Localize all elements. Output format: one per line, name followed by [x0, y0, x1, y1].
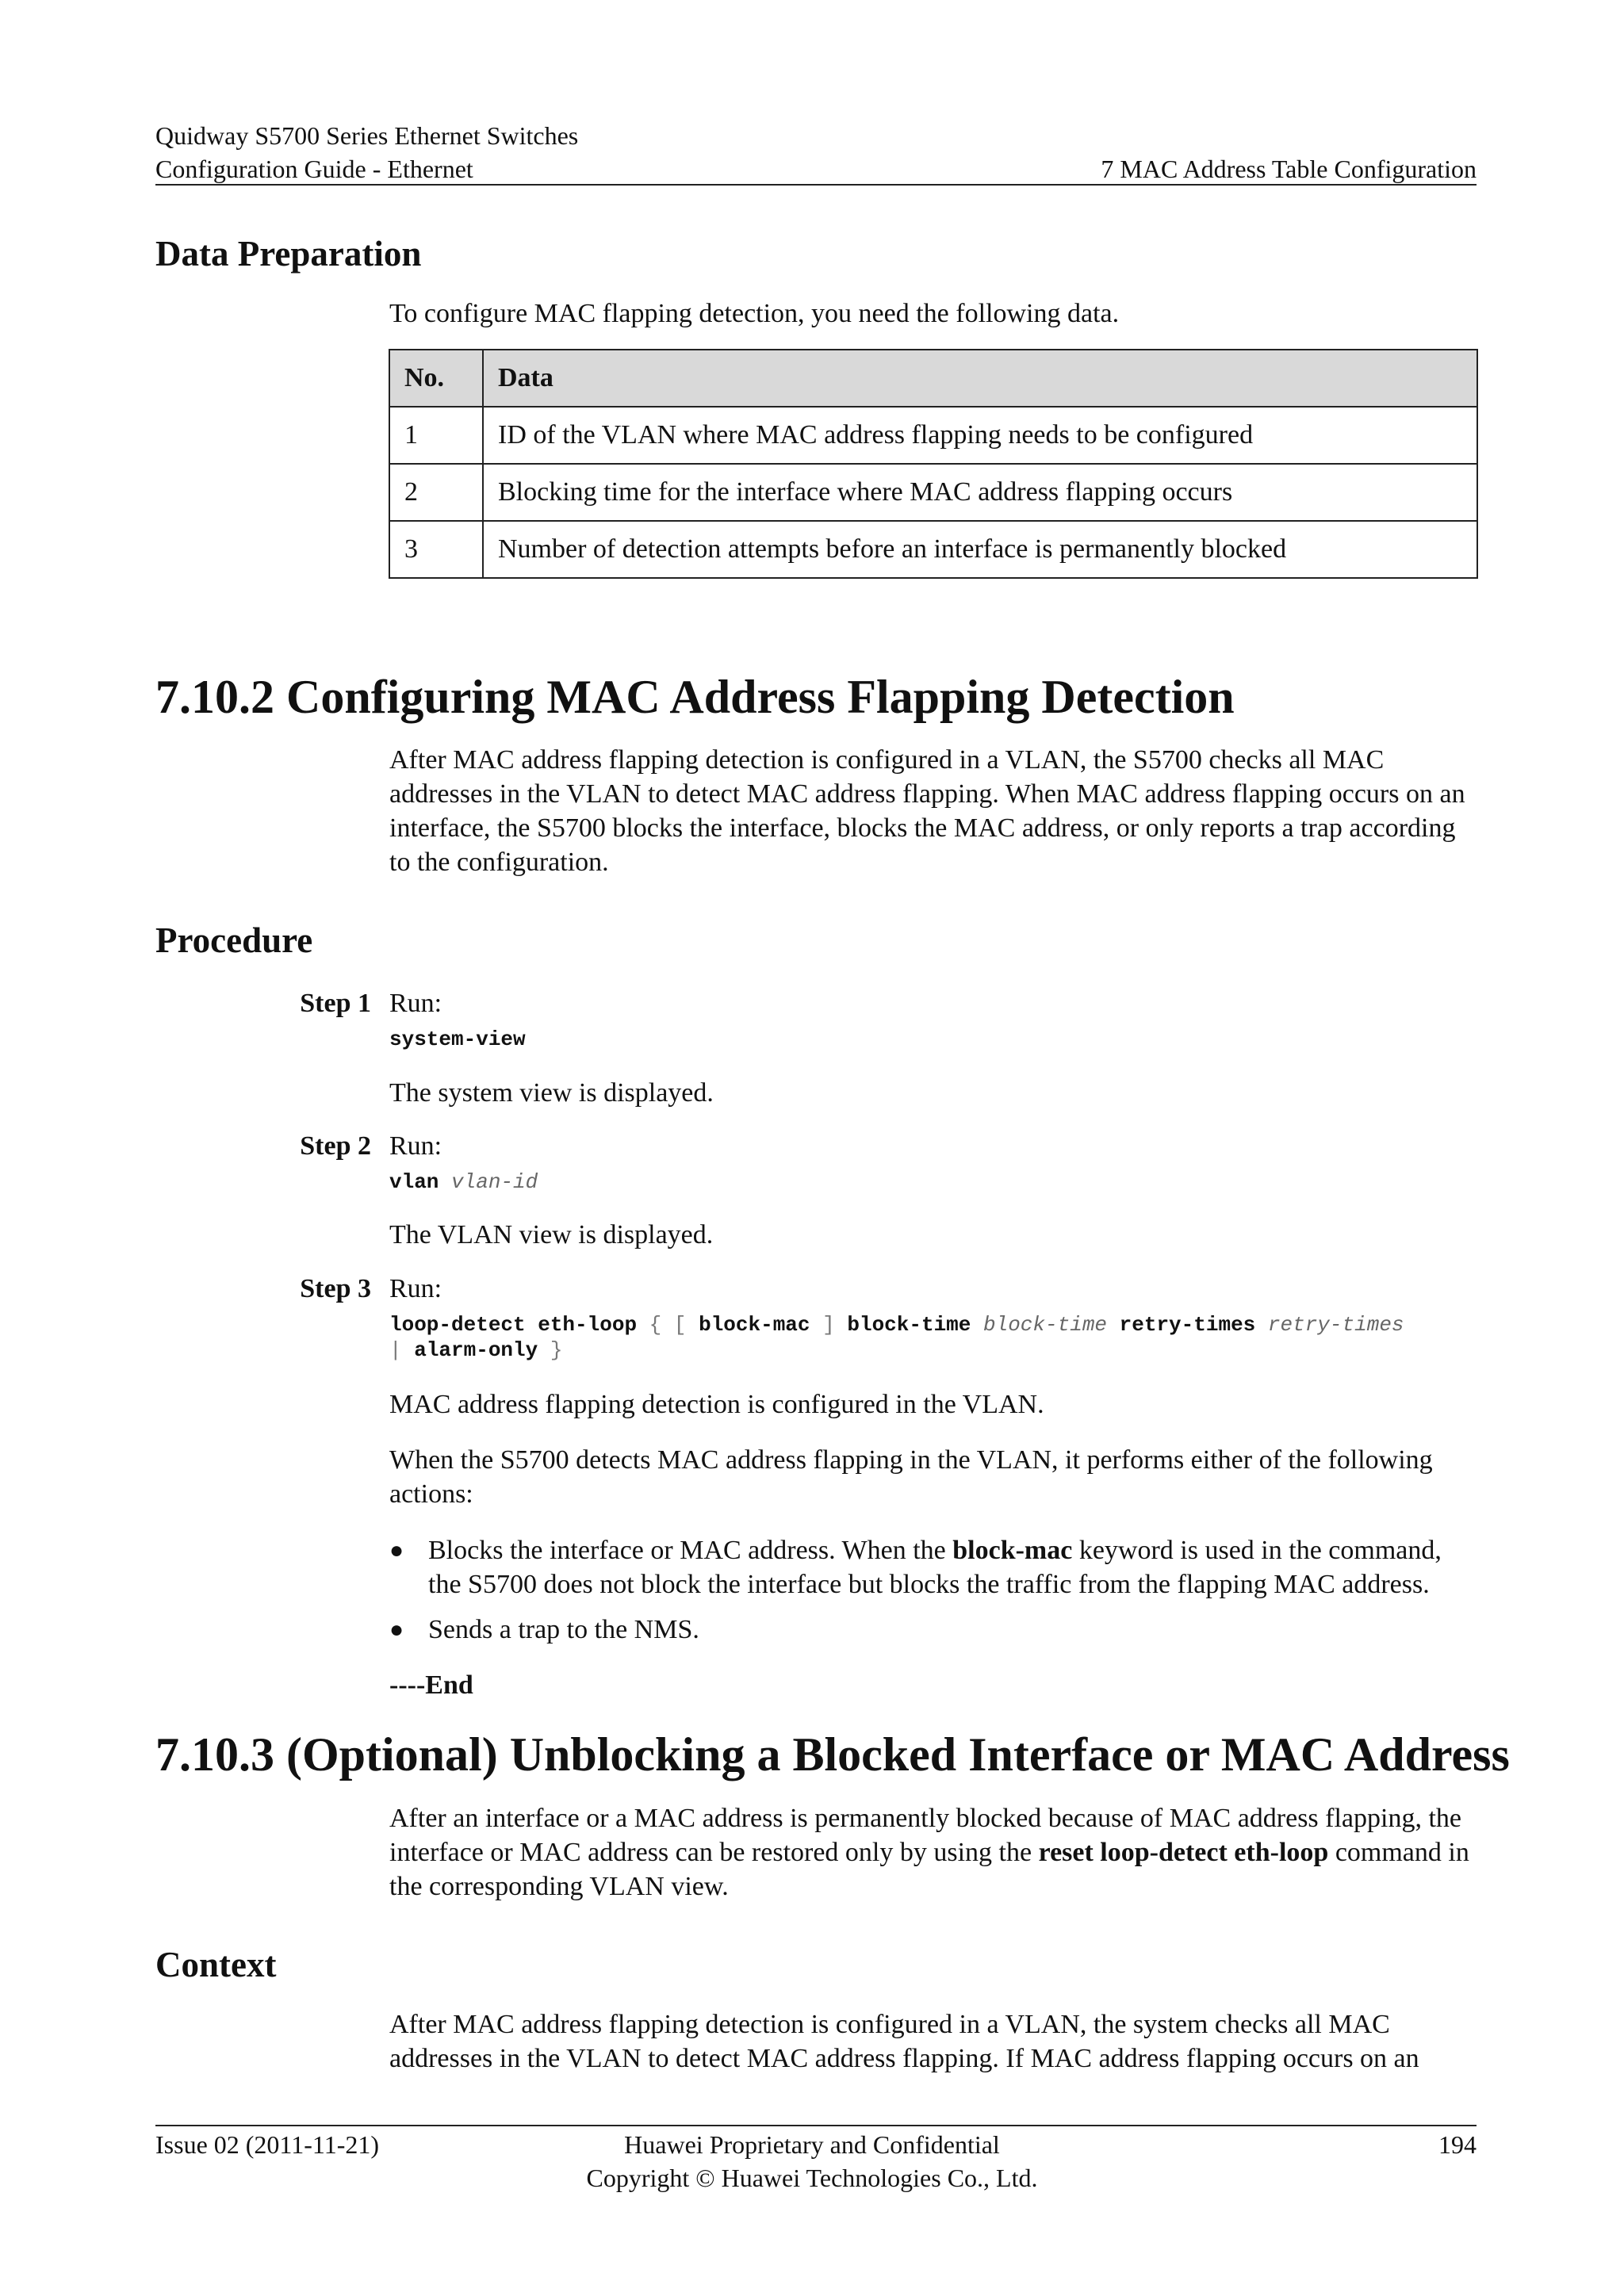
command-argument: vlan-id — [451, 1170, 538, 1194]
section-intro-pre: After an interface or a MAC address is permanently blocked because of MAC address flapping, the interface or MAC address can be restored only by using the — [389, 1804, 1461, 1867]
bullet-text-pre: Blocks the interface or MAC address. When the — [428, 1536, 953, 1565]
context-heading: Context — [155, 1945, 277, 1984]
data-preparation-heading: Data Preparation — [155, 234, 422, 274]
procedure-heading: Procedure — [155, 920, 313, 960]
data-table — [389, 349, 1478, 579]
step-command — [389, 1027, 1477, 1052]
section-intro-post: command in the corresponding VLAN view. — [389, 1838, 1469, 1901]
step-command — [389, 1169, 1477, 1195]
section-intro-7-10-2: After MAC address flapping detection is configured in a VLAN, the S5700 checks all MAC addresses in the VLAN to detect MAC address flapping. When MAC address flapping occurs on an interface, the S5700 blocks the interface, blocks the MAC address, or only reports a trap according to the configuration. — [389, 745, 1465, 877]
step-result: The VLAN view is displayed. — [389, 1220, 714, 1249]
table-header-no: No. — [389, 350, 483, 407]
procedure-end: ----End — [389, 1670, 473, 1700]
footer-divider — [155, 2125, 1477, 2126]
table-cell-no: 1 — [389, 407, 483, 464]
step-label: Step 1 — [300, 989, 371, 1018]
section-title-7-10-2: 7.10.2 Configuring MAC Address Flapping Detection — [155, 671, 1235, 723]
page-header-left — [155, 119, 578, 186]
table-row — [389, 521, 1477, 578]
page-number: 194 — [1438, 2130, 1477, 2159]
command-keyword: vlan — [389, 1170, 439, 1194]
command-keyword: block-mac — [699, 1313, 810, 1337]
bullet-dot-icon: ● — [389, 1537, 404, 1563]
table-header-row — [389, 350, 1477, 407]
data-preparation-intro: To configure MAC flapping detection, you need the following data. — [389, 299, 1120, 328]
step-run: Run: — [389, 989, 442, 1018]
command-keyword: system-view — [389, 1027, 526, 1051]
footer-issue: Issue 02 (2011-11-21) — [155, 2130, 380, 2159]
table-row — [389, 464, 1477, 521]
step-label: Step 3 — [300, 1274, 371, 1303]
command-symbol: { [ — [649, 1313, 687, 1337]
data-table-wrapper — [389, 349, 1478, 579]
header-product: Quidway S5700 Series Ethernet Switches — [155, 121, 579, 150]
step-label: Step 2 — [300, 1131, 371, 1161]
table-cell-no: 3 — [389, 521, 483, 578]
step-command — [389, 1312, 1484, 1363]
command-keyword: loop-detect eth-loop — [389, 1313, 638, 1337]
table-header-data: Data — [483, 350, 1477, 407]
bullet-item: Sends a trap to the NMS. — [428, 1615, 699, 1644]
step-run: Run: — [389, 1131, 442, 1161]
command-argument: block-time — [983, 1313, 1108, 1337]
table-cell-data: Blocking time for the interface where MAC address flapping occurs — [483, 464, 1477, 521]
header-divider — [155, 184, 1477, 186]
table-cell-data: Number of detection attempts before an interface is permanently blocked — [483, 521, 1477, 578]
header-chapter: 7 MAC Address Table Configuration — [1101, 155, 1477, 183]
step-result: The system view is displayed. — [389, 1078, 714, 1108]
command-argument: retry-times — [1267, 1313, 1404, 1337]
command-symbol: | — [389, 1338, 402, 1362]
step-run: Run: — [389, 1274, 442, 1303]
footer-proprietary: Huawei Proprietary and Confidential — [624, 2130, 1000, 2159]
step-result: MAC address flapping detection is configured in the VLAN. — [389, 1390, 1044, 1419]
bullet-text-post: keyword is used in the command, the S5700 does not block the interface but blocks the traffic from the flapping MAC address. — [428, 1536, 1442, 1599]
header-guide: Configuration Guide - Ethernet — [155, 155, 473, 183]
command-keyword: block-time — [847, 1313, 971, 1337]
table-cell-data: ID of the VLAN where MAC address flapping needs to be configured — [483, 407, 1477, 464]
table-row — [389, 407, 1477, 464]
section-title-7-10-3: 7.10.3 (Optional) Unblocking a Blocked Interface or MAC Address — [155, 1728, 1510, 1781]
command-keyword: retry-times — [1119, 1313, 1256, 1337]
footer-center — [0, 2128, 1624, 2195]
footer-copyright: Copyright © Huawei Technologies Co., Ltd. — [586, 2164, 1038, 2192]
table-cell-no: 2 — [389, 464, 483, 521]
section-intro-7-10-3 — [389, 1801, 1477, 1904]
command-keyword: reset loop-detect eth-loop — [1038, 1838, 1329, 1867]
bullet-item — [428, 1533, 1479, 1601]
command-symbol: } — [550, 1338, 563, 1362]
command-keyword: alarm-only — [414, 1338, 538, 1362]
actions-intro: When the S5700 detects MAC address flapping in the VLAN, it performs either of the following actions: — [389, 1445, 1433, 1509]
bullet-keyword: block-mac — [952, 1536, 1073, 1565]
context-text: After MAC address flapping detection is configured in a VLAN, the system checks all MAC addresses in the VLAN to detect MAC address flapping. If MAC address flapping occurs on an — [389, 2010, 1419, 2073]
bullet-dot-icon: ● — [389, 1617, 404, 1643]
command-symbol: ] — [822, 1313, 835, 1337]
